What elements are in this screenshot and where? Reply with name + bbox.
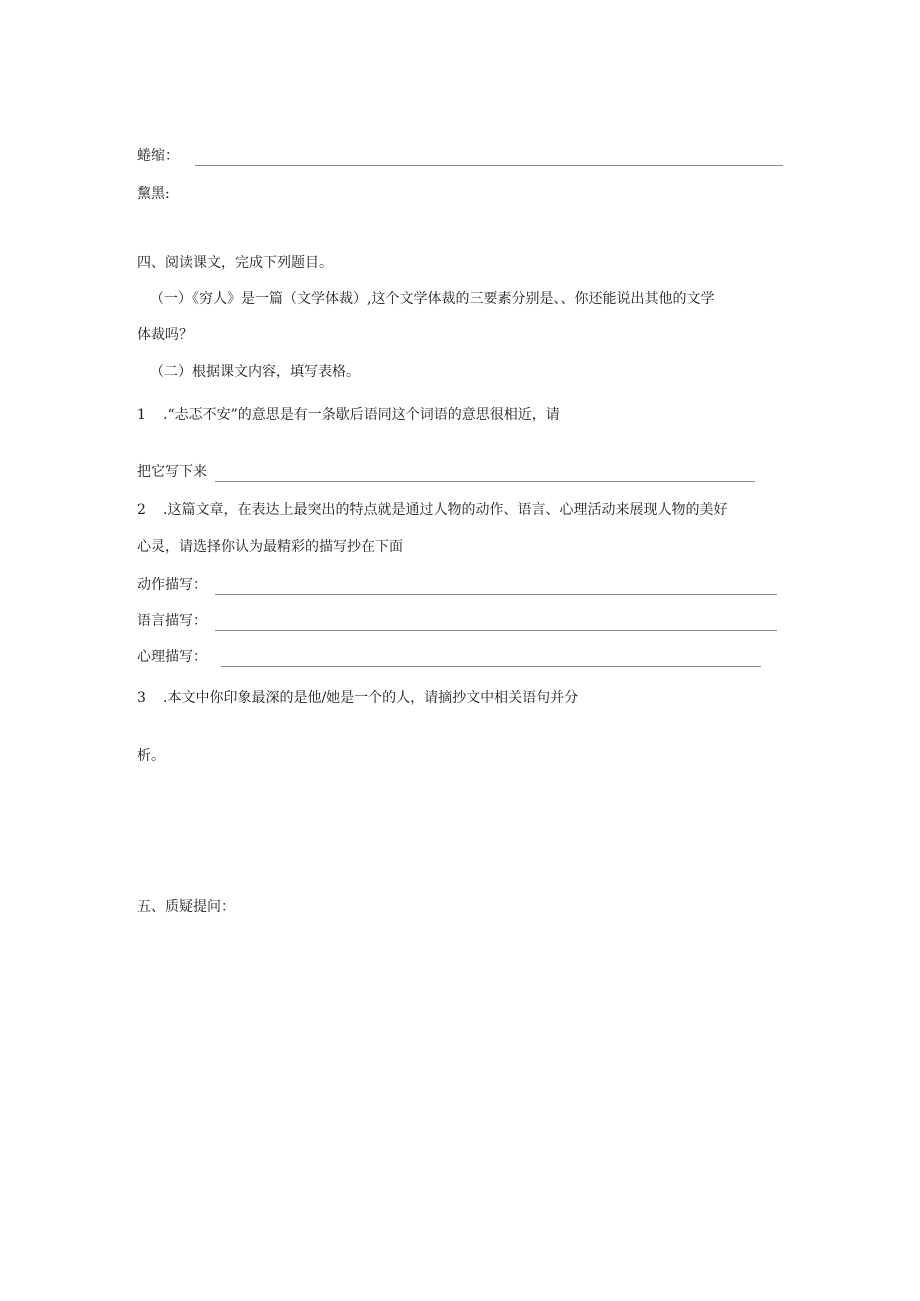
vocab-line-lihei [137, 184, 170, 204]
item-text: .本文中你印象最深的是他/她是一个的人，请摘抄文中相关语句并分 [163, 690, 579, 706]
answer-blank[interactable] [215, 616, 777, 631]
section-heading: 四、阅读课文，完成下列题目。 [137, 255, 333, 271]
item-two [137, 500, 727, 520]
item-one-answer-line [137, 462, 755, 482]
psychology-description-line [137, 647, 761, 667]
item-text: .这篇文章，在表达上最突出的特点就是通过人物的动作、语言、心理活动来展现人物的美好 [163, 502, 728, 518]
item-two-continued: 心灵，请选择你认为最精彩的描写抄在下面 [137, 539, 403, 555]
vocab-term: 黧黑: [137, 186, 170, 202]
item-number: 1 [137, 407, 146, 423]
answer-blank[interactable] [215, 467, 755, 482]
desc-label: 动作描写： [137, 577, 207, 593]
item-number: 2 [137, 502, 146, 518]
prompt-label: 把它写下来 [137, 464, 207, 480]
item-one [137, 405, 560, 425]
answer-blank[interactable] [215, 580, 777, 595]
section-five-heading: 五、质疑提问： [137, 899, 235, 915]
item-text: .“忐忑不安”的意思是有一条歇后语同这个词语的意思很相近，请 [163, 407, 560, 423]
question-one-line1: （一）《穷人》是一篇（文学体裁）,这个文学体裁的三要素分别是、、你还能说出其他的文学 [150, 291, 715, 307]
language-description-line [137, 611, 777, 631]
vocab-line-quansuo [137, 146, 783, 166]
item-three [137, 688, 578, 708]
question-two: （二）根据课文内容，填写表格。 [150, 364, 360, 380]
vocab-term: 蜷缩： [137, 148, 179, 164]
desc-label: 心理描写： [137, 649, 207, 665]
answer-blank[interactable] [195, 151, 783, 166]
answer-blank[interactable] [221, 652, 761, 667]
item-number: 3 [137, 690, 146, 706]
question-one-line2: 体裁吗？ [137, 327, 193, 343]
desc-label: 语言描写： [137, 613, 207, 629]
action-description-line [137, 575, 777, 595]
item-three-continued: 析。 [137, 748, 165, 764]
